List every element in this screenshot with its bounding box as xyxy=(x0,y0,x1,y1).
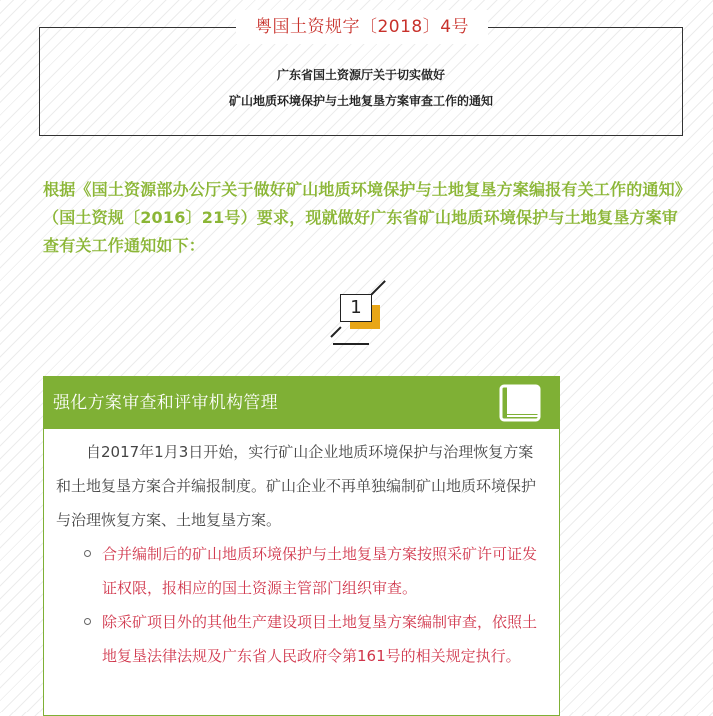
notice-title-line-2: 矿山地质环境保护与土地复垦方案审查工作的通知 xyxy=(228,94,493,108)
bullet-circle-icon xyxy=(84,550,91,557)
intro-paragraph: 根据《国土资源部办公厅关于做好矿山地质环境保护与土地复垦方案编报有关工作的通知》（国土资规〔2016〕21号）要求，现就做好广东省矿山地质环境保护与土地复垦方案审查有关工作通知如下： xyxy=(43,180,684,255)
book-icon xyxy=(499,383,543,423)
section-body xyxy=(44,429,559,673)
section-header xyxy=(44,377,559,429)
list-item-text: 除采矿项目外的其他生产建设项目土地复垦方案编制审查，依照土地复垦法律法规及广东省人民政府令第161号的相关规定执行。 xyxy=(102,613,538,665)
section-number: 1 xyxy=(340,294,372,322)
list-item-text: 合并编制后的矿山地质环境保护与土地复垦方案按照采矿许可证发证权限，报相应的国土资源主管部门组织审查。 xyxy=(102,545,538,597)
bullet-circle-icon xyxy=(84,618,91,625)
number-decoration-line xyxy=(330,326,341,337)
bullet-list xyxy=(56,537,547,673)
section-paragraph: 自2017年1月3日开始，实行矿山企业地质环境保护与治理恢复方案和土地复垦方案合并编报制度。矿山企业不再单独编制矿山地质环境保护与治理恢复方案、土地复垦方案。 xyxy=(56,443,537,529)
document-number: 粤国土资规字〔2018〕4号 xyxy=(236,10,488,44)
notice-title-line-1: 广东省国土资源厅关于切实做好 xyxy=(276,68,445,82)
list-item xyxy=(84,537,547,605)
number-underline xyxy=(333,343,369,345)
list-item xyxy=(84,605,547,673)
number-decoration-line xyxy=(370,280,386,296)
section-card xyxy=(43,376,560,716)
section-title: 强化方案审查和评审机构管理 xyxy=(53,393,278,413)
